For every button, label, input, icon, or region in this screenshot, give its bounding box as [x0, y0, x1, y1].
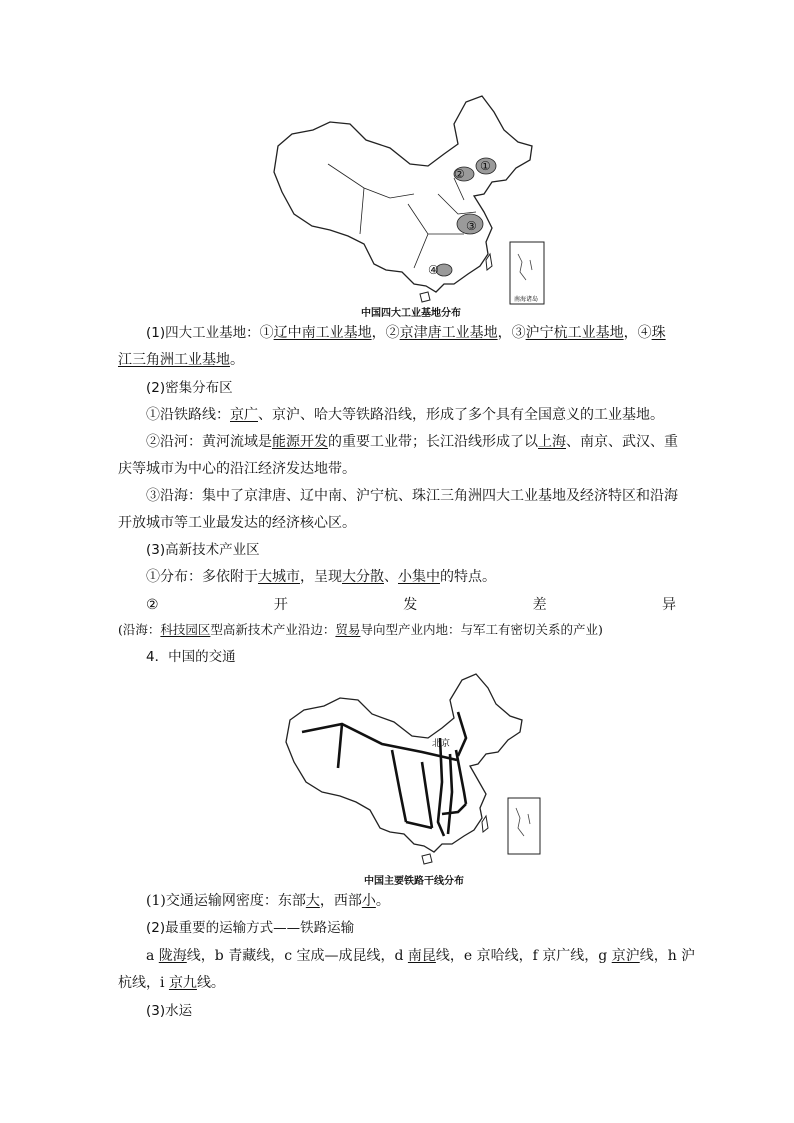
- base-marker-3: ③: [466, 219, 477, 233]
- s2-p2: ②沿河：黄河流域是能源开发的重要工业带；长江沿线形成了以上海、南京、武汉、重: [146, 434, 678, 450]
- s2-title: (2)密集分布区: [146, 380, 233, 396]
- hainan: [420, 292, 430, 302]
- s4-title: 4．中国的交通: [146, 649, 236, 665]
- map2-caption: 中国主要铁路干线分布: [364, 876, 464, 887]
- s2-p1: ①沿铁路线：京广、京沪、哈大等铁路沿线，形成了多个具有全国意义的工业基地。: [146, 407, 664, 423]
- inset-label: 南海诸岛: [514, 296, 539, 303]
- s1-line1: (1)四大工业基地：①辽中南工业基地，②京津唐工业基地，③沪宁杭工业基地，④珠: [146, 325, 666, 341]
- china-outline-2: [286, 674, 522, 852]
- hainan-2: [422, 854, 432, 864]
- s3-p1: ①分布：多依附于大城市，呈现大分散、小集中的特点。: [146, 569, 496, 585]
- base-marker-1: ①: [480, 159, 491, 173]
- s2-p2-cont: 庆等城市为中心的沿江经济发达地带。: [118, 461, 356, 477]
- s1-line2: 江三角洲工业基地。: [118, 352, 244, 368]
- south-sea-inset-2: [508, 798, 540, 854]
- t2-line1: a 陇海线，b 青藏线，c 宝成—成昆线，d 南昆线，e 京哈线，f 京广线，g 京沪线，h 沪: [146, 948, 696, 964]
- china-outline: [274, 96, 532, 292]
- map1-caption: 中国四大工业基地分布: [361, 308, 461, 319]
- s2-p3: ③沿海：集中了京津唐、辽中南、沪宁杭、珠江三角洲四大工业基地及经济特区和沿海: [146, 488, 678, 504]
- s2-p3-cont: 开放城市等工业最发达的经济核心区。: [118, 515, 356, 531]
- base-marker-2: ②: [454, 167, 465, 181]
- t2-title: (2)最重要的运输方式——铁路运输: [146, 920, 355, 936]
- railway-map: [282, 672, 546, 872]
- taiwan-2: [482, 816, 488, 832]
- industrial-bases-map: [268, 94, 558, 308]
- t2-line2: 杭线，i 京九线。: [118, 975, 225, 991]
- s3-p2: ② 开 发 差 异: [146, 597, 676, 613]
- base-marker-4: ④: [428, 263, 439, 277]
- s3-p3: (沿海：科技园区型高新技术产业沿边：贸易导向型产业内地：与军工有密切关系的产业): [118, 622, 603, 637]
- s3-title: (3)高新技术产业区: [146, 542, 260, 558]
- t1-line: (1)交通运输网密度：东部大，西部小。: [146, 893, 390, 909]
- south-sea-inset: [510, 242, 544, 304]
- beijing-label: 北京: [432, 739, 451, 749]
- railway-lines: [302, 712, 466, 836]
- t3-title: (3)水运: [146, 1003, 193, 1019]
